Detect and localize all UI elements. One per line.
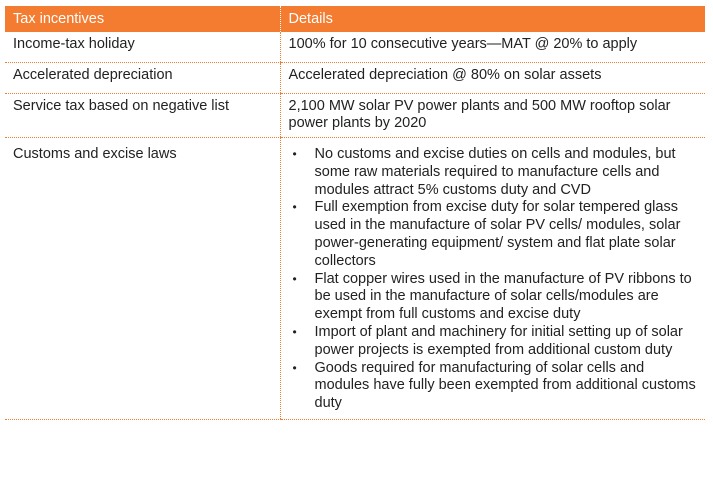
details-cell: Accelerated depreciation @ 80% on solar assets <box>280 63 705 94</box>
bullet-icon: • <box>292 324 297 339</box>
details-cell: 100% for 10 consecutive years—MAT @ 20% to apply <box>280 32 705 63</box>
table-row <box>5 94 705 138</box>
bullet-icon: • <box>292 200 297 215</box>
list-item <box>289 271 698 324</box>
incentive-cell: Service tax based on negative list <box>5 94 280 138</box>
list-item <box>289 146 698 199</box>
incentive-cell: Income-tax holiday <box>5 32 280 63</box>
bullet-text: Full exemption from excise duty for solar tempered glass used in the manufacture of solar PV cells/ modules, solar power-generating equipment/ system and flat plate solar collectors <box>314 199 681 269</box>
header-tax-incentives: Tax incentives <box>5 6 280 32</box>
bullet-text: Import of plant and machinery for initial setting up of solar power projects is exempted from additional custom duty <box>314 323 683 358</box>
bullet-icon: • <box>292 271 297 286</box>
customs-bullet-list <box>289 146 698 413</box>
tax-incentives-table <box>5 6 705 420</box>
list-item <box>289 199 698 270</box>
details-cell: 2,100 MW solar PV power plants and 500 MW rooftop solar power plants by 2020 <box>280 94 705 138</box>
bullet-icon: • <box>292 147 297 161</box>
bullet-text: No customs and excise duties on cells and modules, but some raw materials required to manufacture cells and modules attract 5% customs duty and CVD <box>314 146 676 198</box>
list-item <box>289 324 698 360</box>
bullet-icon: • <box>292 360 297 375</box>
tax-incentives-table-container <box>5 0 705 420</box>
details-cell <box>280 138 705 420</box>
header-details: Details <box>280 6 705 32</box>
incentive-cell: Accelerated depreciation <box>5 63 280 94</box>
bullet-text: Flat copper wires used in the manufacture of PV ribbons to be used in the manufacture of solar cells/modules are exempt from full customs and excise duty <box>314 270 692 323</box>
table-row <box>5 138 705 420</box>
bullet-text: Goods required for manufacturing of solar cells and modules have fully been exempted from additional customs duty <box>314 359 696 412</box>
table-row <box>5 32 705 63</box>
table-header-row <box>5 6 705 32</box>
list-item <box>289 360 698 413</box>
incentive-cell: Customs and excise laws <box>5 138 280 420</box>
table-row <box>5 63 705 94</box>
